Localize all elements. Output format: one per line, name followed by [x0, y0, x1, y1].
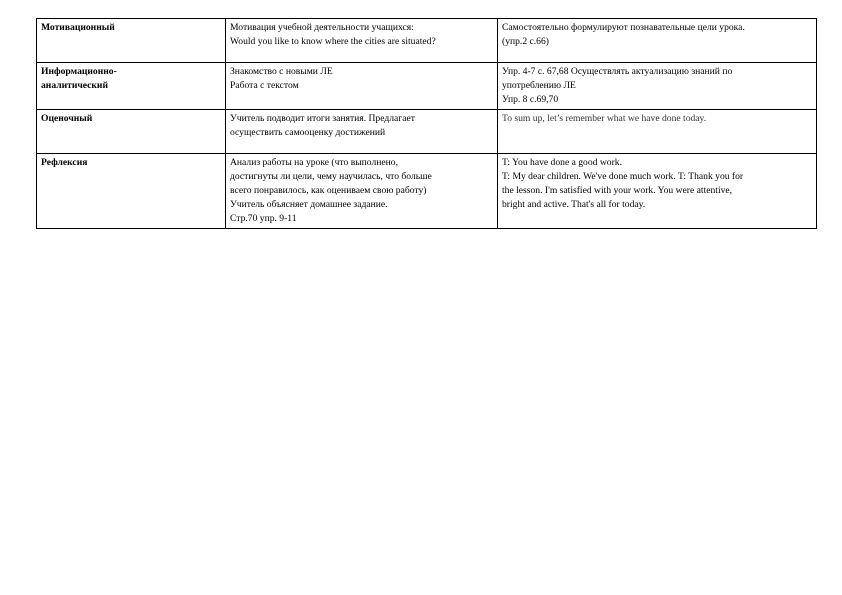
table-row — [37, 63, 817, 110]
table-row — [37, 19, 817, 63]
pupil-text: bright and active. That's all for today. — [502, 199, 646, 210]
teacher-text: Анализ работы на уроке (что выполнено, — [230, 157, 398, 168]
stage-cell — [37, 19, 226, 63]
teacher-text: Учитель объясняет домашнее задание. — [230, 199, 388, 210]
pupil-text: (упр.2 с.66) — [502, 36, 549, 47]
stage-text: Мотивационный — [41, 22, 115, 33]
pupil-text: the lesson. I'm satisfied with your work. You were attentive, — [502, 185, 733, 196]
teacher-text: Знакомство с новыми ЛЕ — [230, 66, 333, 77]
teacher-text: осуществить самооценку достижений — [230, 127, 386, 138]
pupil-text: T: My dear children. We've done much work. T: Thank you for — [502, 171, 744, 182]
stage-cell — [37, 63, 226, 110]
stage-text: Рефлексия — [41, 157, 88, 168]
pupil-text: Упр. 4-7 с. 67,68 Осуществлять актуализацию знаний по — [502, 66, 733, 77]
stage-cell — [37, 154, 226, 229]
table-row — [37, 154, 817, 229]
teacher-text: Стр.70 упр. 9-11 — [230, 213, 297, 224]
stage-cell — [37, 110, 226, 154]
teacher-text: Учитель подводит итоги занятия. Предлагает — [230, 113, 415, 124]
pupil-activity-cell — [498, 19, 817, 63]
pupil-text: Упр. 8 с.69,70 — [502, 94, 559, 105]
stage-text: Оценочный — [41, 113, 93, 124]
pupil-text: употреблению ЛЕ — [502, 80, 576, 91]
lesson-plan-table — [36, 18, 817, 229]
teacher-activity-cell — [226, 110, 498, 154]
pupil-text: To sum up, let’s remember what we have done today. — [502, 113, 707, 124]
teacher-activity-cell — [226, 63, 498, 110]
pupil-text: T: You have done a good work. — [502, 157, 622, 168]
teacher-text: Would you like to know where the cities are situated? — [230, 36, 436, 47]
teacher-activity-cell — [226, 19, 498, 63]
teacher-text: достигнуты ли цели, чему научилась, что больше — [230, 171, 432, 182]
stage-text: аналитический — [41, 80, 108, 91]
table-row — [37, 110, 817, 154]
teacher-text: Мотивация учебной деятельности учащихся: — [230, 22, 414, 33]
pupil-text: Самостоятельно формулируют познавательные цели урока. — [502, 22, 745, 33]
teacher-activity-cell — [226, 154, 498, 229]
stage-text: Информационно- — [41, 66, 117, 77]
pupil-activity-cell — [498, 110, 817, 154]
pupil-activity-cell — [498, 154, 817, 229]
pupil-activity-cell — [498, 63, 817, 110]
teacher-text: Работа с текстом — [230, 80, 299, 91]
teacher-text: всего понравилось, как оцениваем свою работу) — [230, 185, 427, 196]
